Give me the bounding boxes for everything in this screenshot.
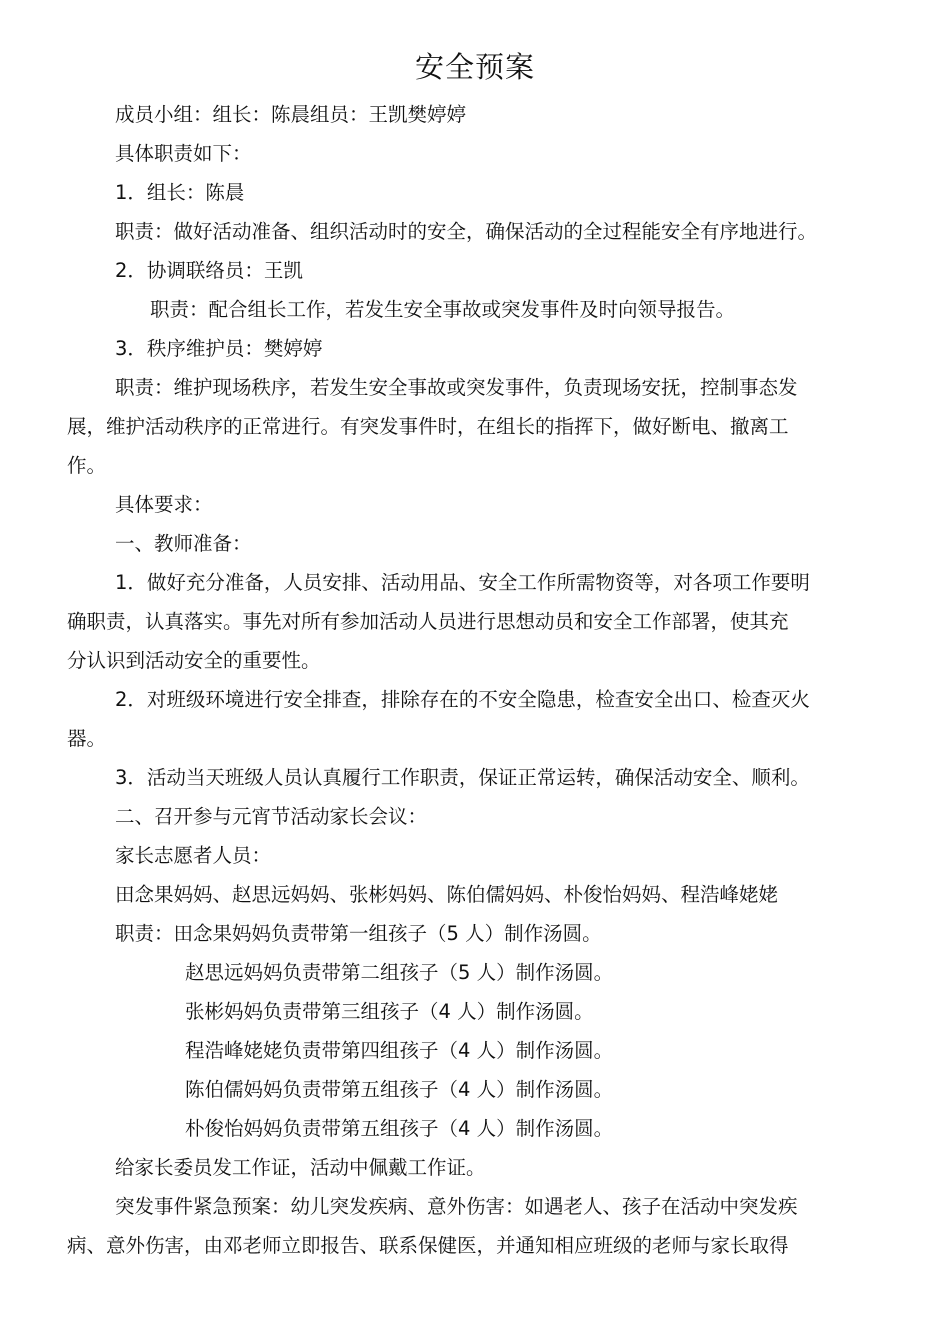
text-line: 朴俊怡妈妈负责带第五组孩子（4 人）制作汤圆。	[185, 1117, 614, 1140]
text-line: 田念果妈妈、赵思远妈妈、张彬妈妈、陈伯儒妈妈、朴俊怡妈妈、程浩峰姥姥	[115, 883, 779, 906]
text-line: 家长志愿者人员：	[115, 844, 272, 867]
text-line: 职责：做好活动准备、组织活动时的安全，确保活动的全过程能安全有序地进行。	[115, 220, 818, 243]
text-line: 程浩峰姥姥负责带第四组孩子（4 人）制作汤圆。	[185, 1039, 614, 1062]
text-line: 具体要求：	[115, 493, 213, 516]
text-line: 2．对班级环境进行安全排查，排除存在的不安全隐患，检查安全出口、检查灭火	[115, 688, 810, 711]
text-line: 2．协调联络员：王凯	[115, 259, 303, 282]
text-line: 职责：维护现场秩序，若发生安全事故或突发事件，负责现场安抚，控制事态发	[115, 376, 798, 399]
page-title: 安全预案	[414, 50, 535, 84]
text-line: 器。	[67, 727, 107, 750]
text-line: 分认识到活动安全的重要性。	[67, 649, 321, 672]
text-line: 突发事件紧急预案：幼儿突发疾病、意外伤害：如遇老人、孩子在活动中突发疾	[115, 1195, 798, 1218]
text-line: 张彬妈妈负责带第三组孩子（4 人）制作汤圆。	[185, 1000, 594, 1023]
text-line: 职责：配合组长工作，若发生安全事故或突发事件及时向领导报告。	[150, 298, 736, 321]
text-line: 1．做好充分准备，人员安排、活动用品、安全工作所需物资等，对各项工作要明	[115, 571, 810, 594]
text-line: 赵思远妈妈负责带第二组孩子（5 人）制作汤圆。	[185, 961, 614, 984]
text-line: 二、召开参与元宵节活动家长会议：	[115, 805, 428, 828]
text-line: 一、教师准备：	[115, 532, 252, 555]
text-line: 3．活动当天班级人员认真履行工作职责，保证正常运转，确保活动安全、顺利。	[115, 766, 810, 789]
text-line: 确职责，认真落实。事先对所有参加活动人员进行思想动员和安全工作部署，使其充	[67, 610, 789, 633]
text-line: 具体职责如下：	[115, 142, 252, 165]
text-line: 病、意外伤害，由邓老师立即报告、联系保健医，并通知相应班级的老师与家长取得	[67, 1234, 789, 1257]
text-line: 3．秩序维护员：樊婷婷	[115, 337, 323, 360]
text-line: 职责：田念果妈妈负责带第一组孩子（5 人）制作汤圆。	[115, 922, 602, 945]
text-line: 陈伯儒妈妈负责带第五组孩子（4 人）制作汤圆。	[185, 1078, 614, 1101]
text-line: 展，维护活动秩序的正常进行。有突发事件时，在组长的指挥下，做好断电、撤离工	[67, 415, 789, 438]
text-line: 成员小组：组长：陈晨组员：王凯樊婷婷	[115, 103, 467, 126]
text-line: 1．组长：陈晨	[115, 181, 245, 204]
text-line: 作。	[67, 454, 107, 477]
text-line: 给家长委员发工作证，活动中佩戴工作证。	[115, 1156, 486, 1179]
